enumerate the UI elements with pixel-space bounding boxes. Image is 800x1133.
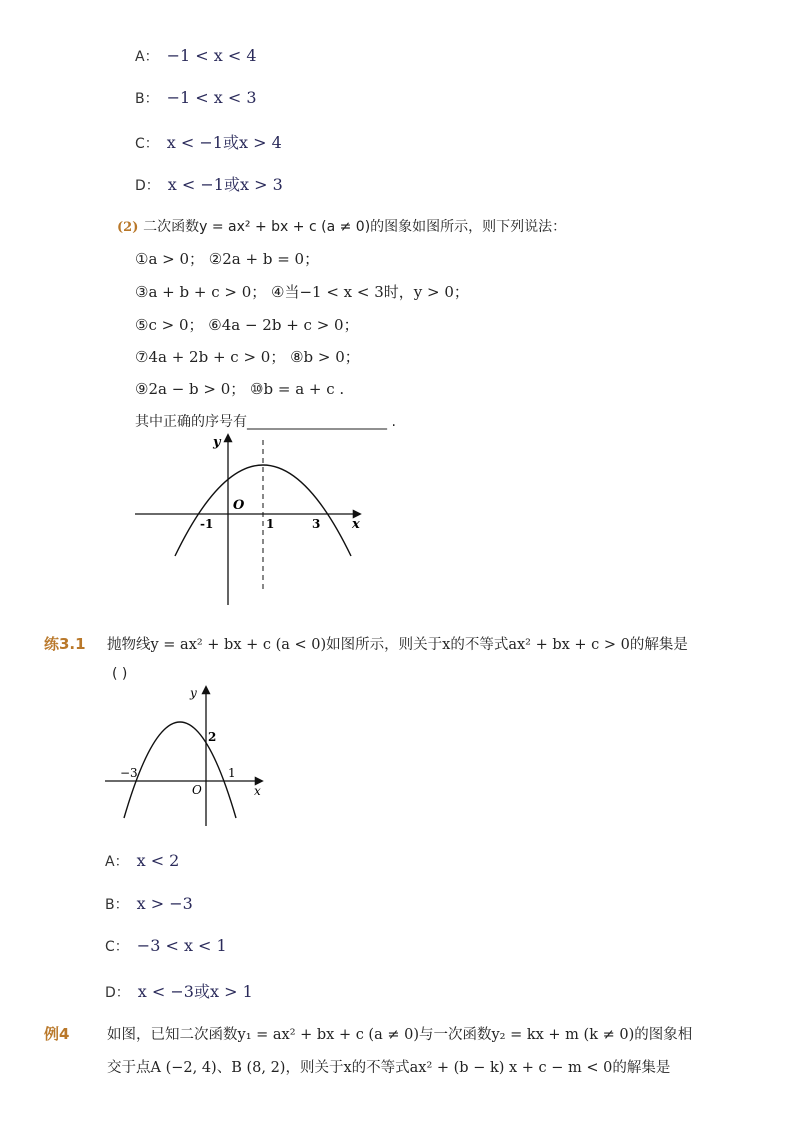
practice-stem: 抛物线y = ax² + bx + c (a < 0)如图所示，则关于x的不等式ax² + bx + c > 0的解集是 [107,637,688,653]
practice-tag: 练3.1 [44,635,86,653]
option-expr: x < −1或x > 3 [167,175,283,194]
option-label: B： [135,91,159,107]
q1-option-c[interactable] [135,130,282,153]
tick-label-3: 3 [312,517,321,531]
x-axis-label: x [254,784,261,798]
option-label: C： [105,939,129,955]
q2-item-4: ⑦4a + 2b + c > 0； ⑧b > 0； [135,348,360,366]
q2-stem: 二次函数y = ax² + bx + c (a ≠ 0)的图象如图所示，则下列说法： [143,219,567,235]
option-expr: −3 < x < 1 [136,936,227,955]
option-expr: −1 < x < 4 [166,46,257,65]
option-label: B： [105,897,129,913]
practice-option-c[interactable] [105,936,227,956]
q2-stem-row [117,216,566,236]
parabola-curve [124,722,236,818]
practice-option-d[interactable] [105,979,253,1002]
y-axis-label: y [190,686,197,700]
practice-option-a[interactable] [105,851,179,871]
example4-line-2: 交于点A (−2, 4)、B (8, 2)，则关于x的不等式ax² + (b − k) x + c − m < 0的解集是 [107,1060,671,1076]
option-label: A： [105,854,129,870]
practice-parabola-graph [100,683,270,829]
option-label: A： [135,49,159,65]
x-axis-label: x [352,517,360,532]
tick-label-neg1: -1 [200,517,214,531]
q2-parabola-graph [130,430,370,608]
q2-tag: (2) [117,220,139,235]
answer-paren: ( ) [112,666,128,682]
option-expr: x < −1或x > 4 [166,133,282,152]
tick-label-2: 2 [208,730,217,744]
origin-label: O [233,498,245,513]
option-expr: x > −3 [136,894,193,913]
q2-item-5: ⑨2a − b > 0； ⑩b = a + c . [135,380,345,398]
q2-item-3: ⑤c > 0； ⑥4a − 2b + c > 0； [135,316,359,334]
option-label: D： [135,178,160,194]
option-expr: x < −3或x > 1 [137,982,253,1001]
q2-item-1: ①a > 0； ②2a + b = 0； [135,250,320,268]
q2-item-2: ③a + b + c > 0； ④当−1 < x < 3时，y > 0； [135,283,469,301]
q1-option-d[interactable] [135,172,283,195]
option-label: C： [135,136,159,152]
tick-label-1: 1 [266,517,275,531]
option-expr: −1 < x < 3 [166,88,257,107]
example4-tag: 例4 [44,1025,70,1043]
option-expr: x < 2 [136,851,180,870]
example4-line-1: 如图，已知二次函数y₁ = ax² + bx + c (a ≠ 0)与一次函数y₂ = kx + m (k ≠ 0)的图象相 [107,1027,693,1043]
practice-option-b[interactable] [105,894,193,914]
q1-option-a[interactable] [135,46,257,66]
tick-label-1: 1 [228,766,236,780]
origin-label: O [192,783,202,797]
option-label: D： [105,985,130,1001]
q1-option-b[interactable] [135,88,257,108]
y-axis-label: y [213,435,221,450]
q2-answer-prompt: 其中正确的序号有____________________ . [135,414,396,430]
tick-label-neg3: −3 [120,766,138,780]
